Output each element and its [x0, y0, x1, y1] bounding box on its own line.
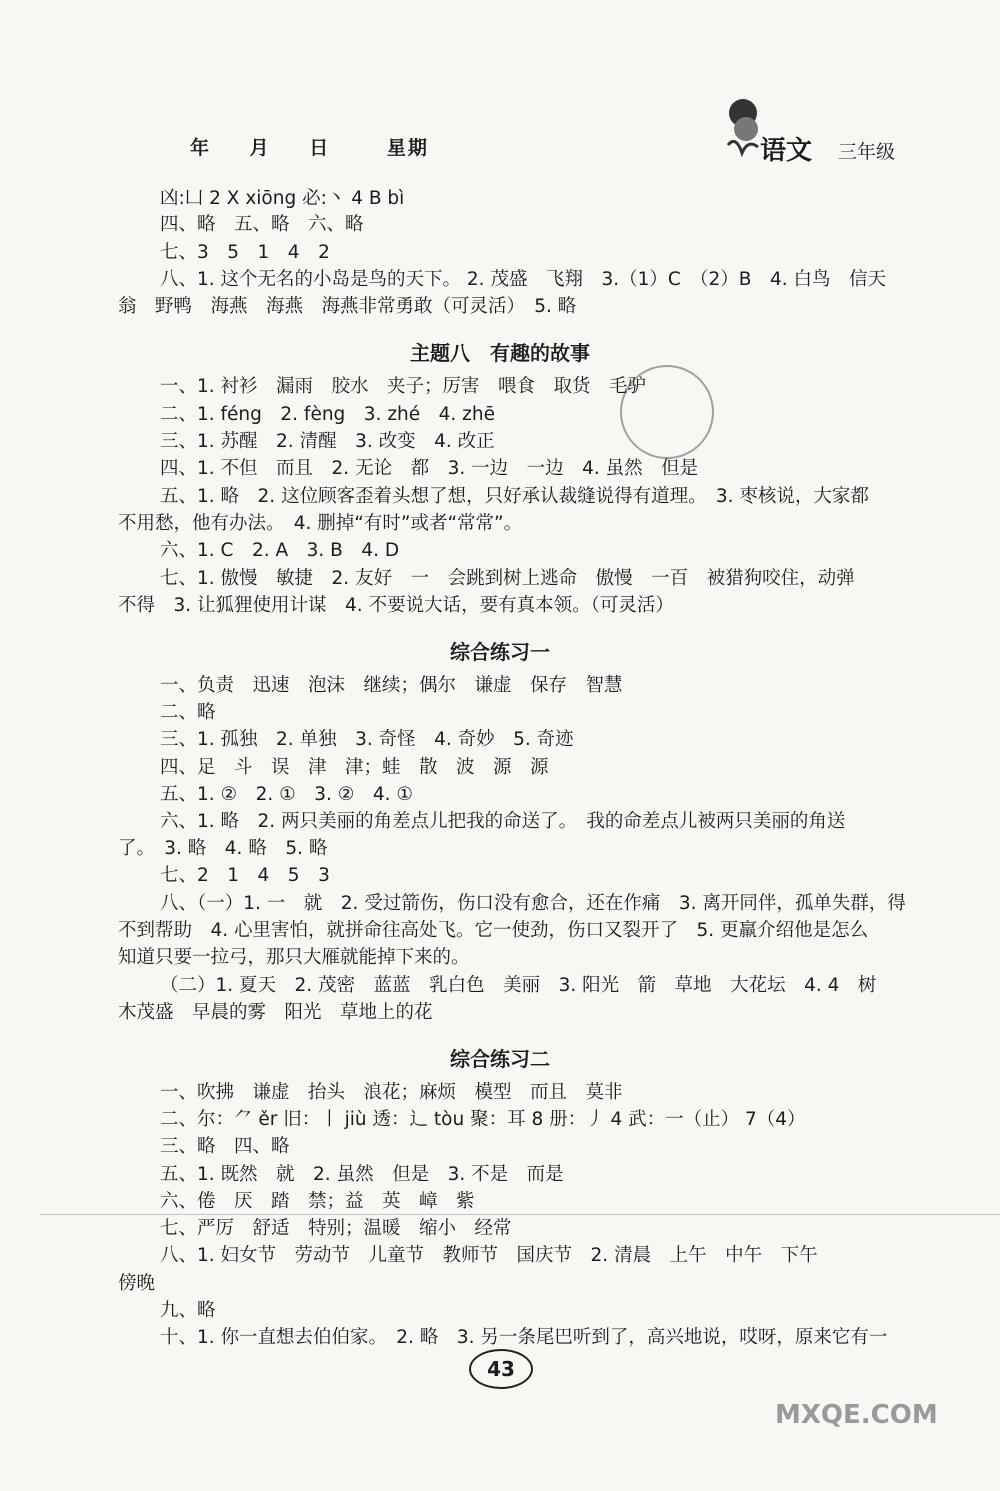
answer-line: 翁 野鸭 海燕 海燕 海燕非常勇敢（可灵活） 5. 略 [118, 296, 577, 317]
answer-line: 不得 3. 让狐狸使用计谋 4. 不要说大话，要有真本领。（可灵活） [118, 595, 674, 616]
answer-line: 六、倦 厌 踏 禁；益 英 嶂 紫 [160, 1191, 475, 1212]
answer-line: 七、3 5 1 4 2 [160, 242, 330, 263]
section-title-practice2: 综合练习二 [450, 1047, 550, 1071]
answer-line: 四、1. 不但 而且 2. 无论 都 3. 一边 一边 4. 虽然 但是 [160, 458, 699, 479]
answer-line: 知道只要一拉弓，那只大雁就能掉下来的。 [118, 947, 470, 968]
answer-line: 五、1. ② 2. ① 3. ② 4. ① [160, 784, 413, 805]
answer-line: 木茂盛 早晨的雾 阳光 草地上的花 [118, 1002, 433, 1023]
answer-line: 八、1. 妇女节 劳动节 儿童节 教师节 国庆节 2. 清晨 上午 中午 下午 [160, 1245, 818, 1266]
answer-line: 六、1. C 2. A 3. B 4. D [160, 540, 400, 561]
answer-line: 七、1. 傲慢 敏捷 2. 友好 一 会跳到树上逃命 傲慢 一百 被猎狗咬住，动弹 [160, 568, 855, 589]
section-title-practice1: 综合练习一 [450, 640, 550, 664]
answer-line: 不用愁，他有办法。 4. 删掉“有时”或者“常常”。 [118, 513, 523, 534]
answer-line: 了。 3. 略 4. 略 5. 略 [118, 838, 328, 859]
answer-line: 一、1. 衬衫 漏雨 胶水 夹子；厉害 喂食 取货 毛驴 [160, 376, 647, 397]
answer-line: 二、尔：⺈ ěr 旧：丨 jiù 透：辶 tòu 聚：耳 8 册：丿 4 武：一（止） 7（4） [160, 1109, 806, 1130]
subject-label: 语文 [760, 136, 813, 166]
answer-line: 八、1. 这个无名的小岛是鸟的天下。 2. 茂盛 飞翔 3.（1）C （2）B 4. 白鸟 信天 [160, 269, 887, 290]
date-header [190, 133, 459, 160]
day-label: 日 [309, 137, 331, 159]
answer-line: 五、1. 略 2. 这位顾客歪着头想了想，只好承认裁缝说得有道理。 3. 枣核说，大家都 [160, 486, 869, 507]
weekday-label: 星期 [386, 137, 429, 159]
section-title-theme8: 主题八 有趣的故事 [410, 341, 590, 365]
answer-line: 八、（一）1. 一 就 2. 受过箭伤，伤口没有愈合，还在作痛 3. 离开同伴，孤单失群，得 [160, 893, 906, 914]
page-number: 43 [469, 1349, 533, 1389]
answer-line: 二、略 [160, 702, 216, 723]
answer-line: 九、略 [160, 1300, 216, 1321]
site-watermark: MXQE.COM [775, 1400, 938, 1430]
answer-line: 傍晚 [118, 1273, 156, 1294]
answer-line: 七、严厉 舒适 特别；温暖 缩小 经常 [160, 1218, 512, 1239]
answer-line: 四、足 斗 误 津 津；蛙 散 波 源 源 [160, 757, 549, 778]
fold-line [40, 1214, 1000, 1215]
year-label: 年 [190, 137, 212, 159]
answer-line: 十、1. 你一直想去伯伯家。 2. 略 3. 另一条尾巴听到了，高兴地说，哎呀，原来它有一 [160, 1327, 888, 1348]
answer-line: 三、1. 孤独 2. 单独 3. 奇怪 4. 奇妙 5. 奇迹 [160, 729, 574, 750]
answer-line: （二）1. 夏天 2. 茂密 蓝蓝 乳白色 美丽 3. 阳光 箭 草地 大花坛 4. 4 树 [160, 975, 877, 996]
answer-line: 四、略 五、略 六、略 [160, 214, 364, 235]
grade-label: 三年级 [838, 141, 896, 163]
answer-line: 六、1. 略 2. 两只美丽的角差点儿把我的命送了。 我的命差点儿被两只美丽的角送 [160, 811, 846, 832]
answer-line: 三、略 四、略 [160, 1136, 290, 1157]
answer-line: 凶:凵 2 X xiōng 必:丶 4 B bì [160, 188, 405, 209]
answer-line: 七、2 1 4 5 3 [160, 865, 330, 886]
answer-line: 不到帮助 4. 心里害怕，就拼命往高处飞。它一使劲，伤口又裂开了 5. 更羸介绍他是怎么 [118, 920, 869, 941]
answer-line: 五、1. 既然 就 2. 虽然 但是 3. 不是 而是 [160, 1164, 564, 1185]
answer-line: 三、1. 苏醒 2. 清醒 3. 改变 4. 改正 [160, 431, 495, 452]
answer-line: 一、负责 迅速 泡沫 继续；偶尔 谦虚 保存 智慧 [160, 675, 623, 696]
answer-line: 一、吹拂 谦虚 抬头 浪花；麻烦 模型 而且 莫非 [160, 1082, 623, 1103]
answer-line: 二、1. féng 2. fèng 3. zhé 4. zhē [160, 404, 495, 425]
month-label: 月 [249, 137, 271, 159]
